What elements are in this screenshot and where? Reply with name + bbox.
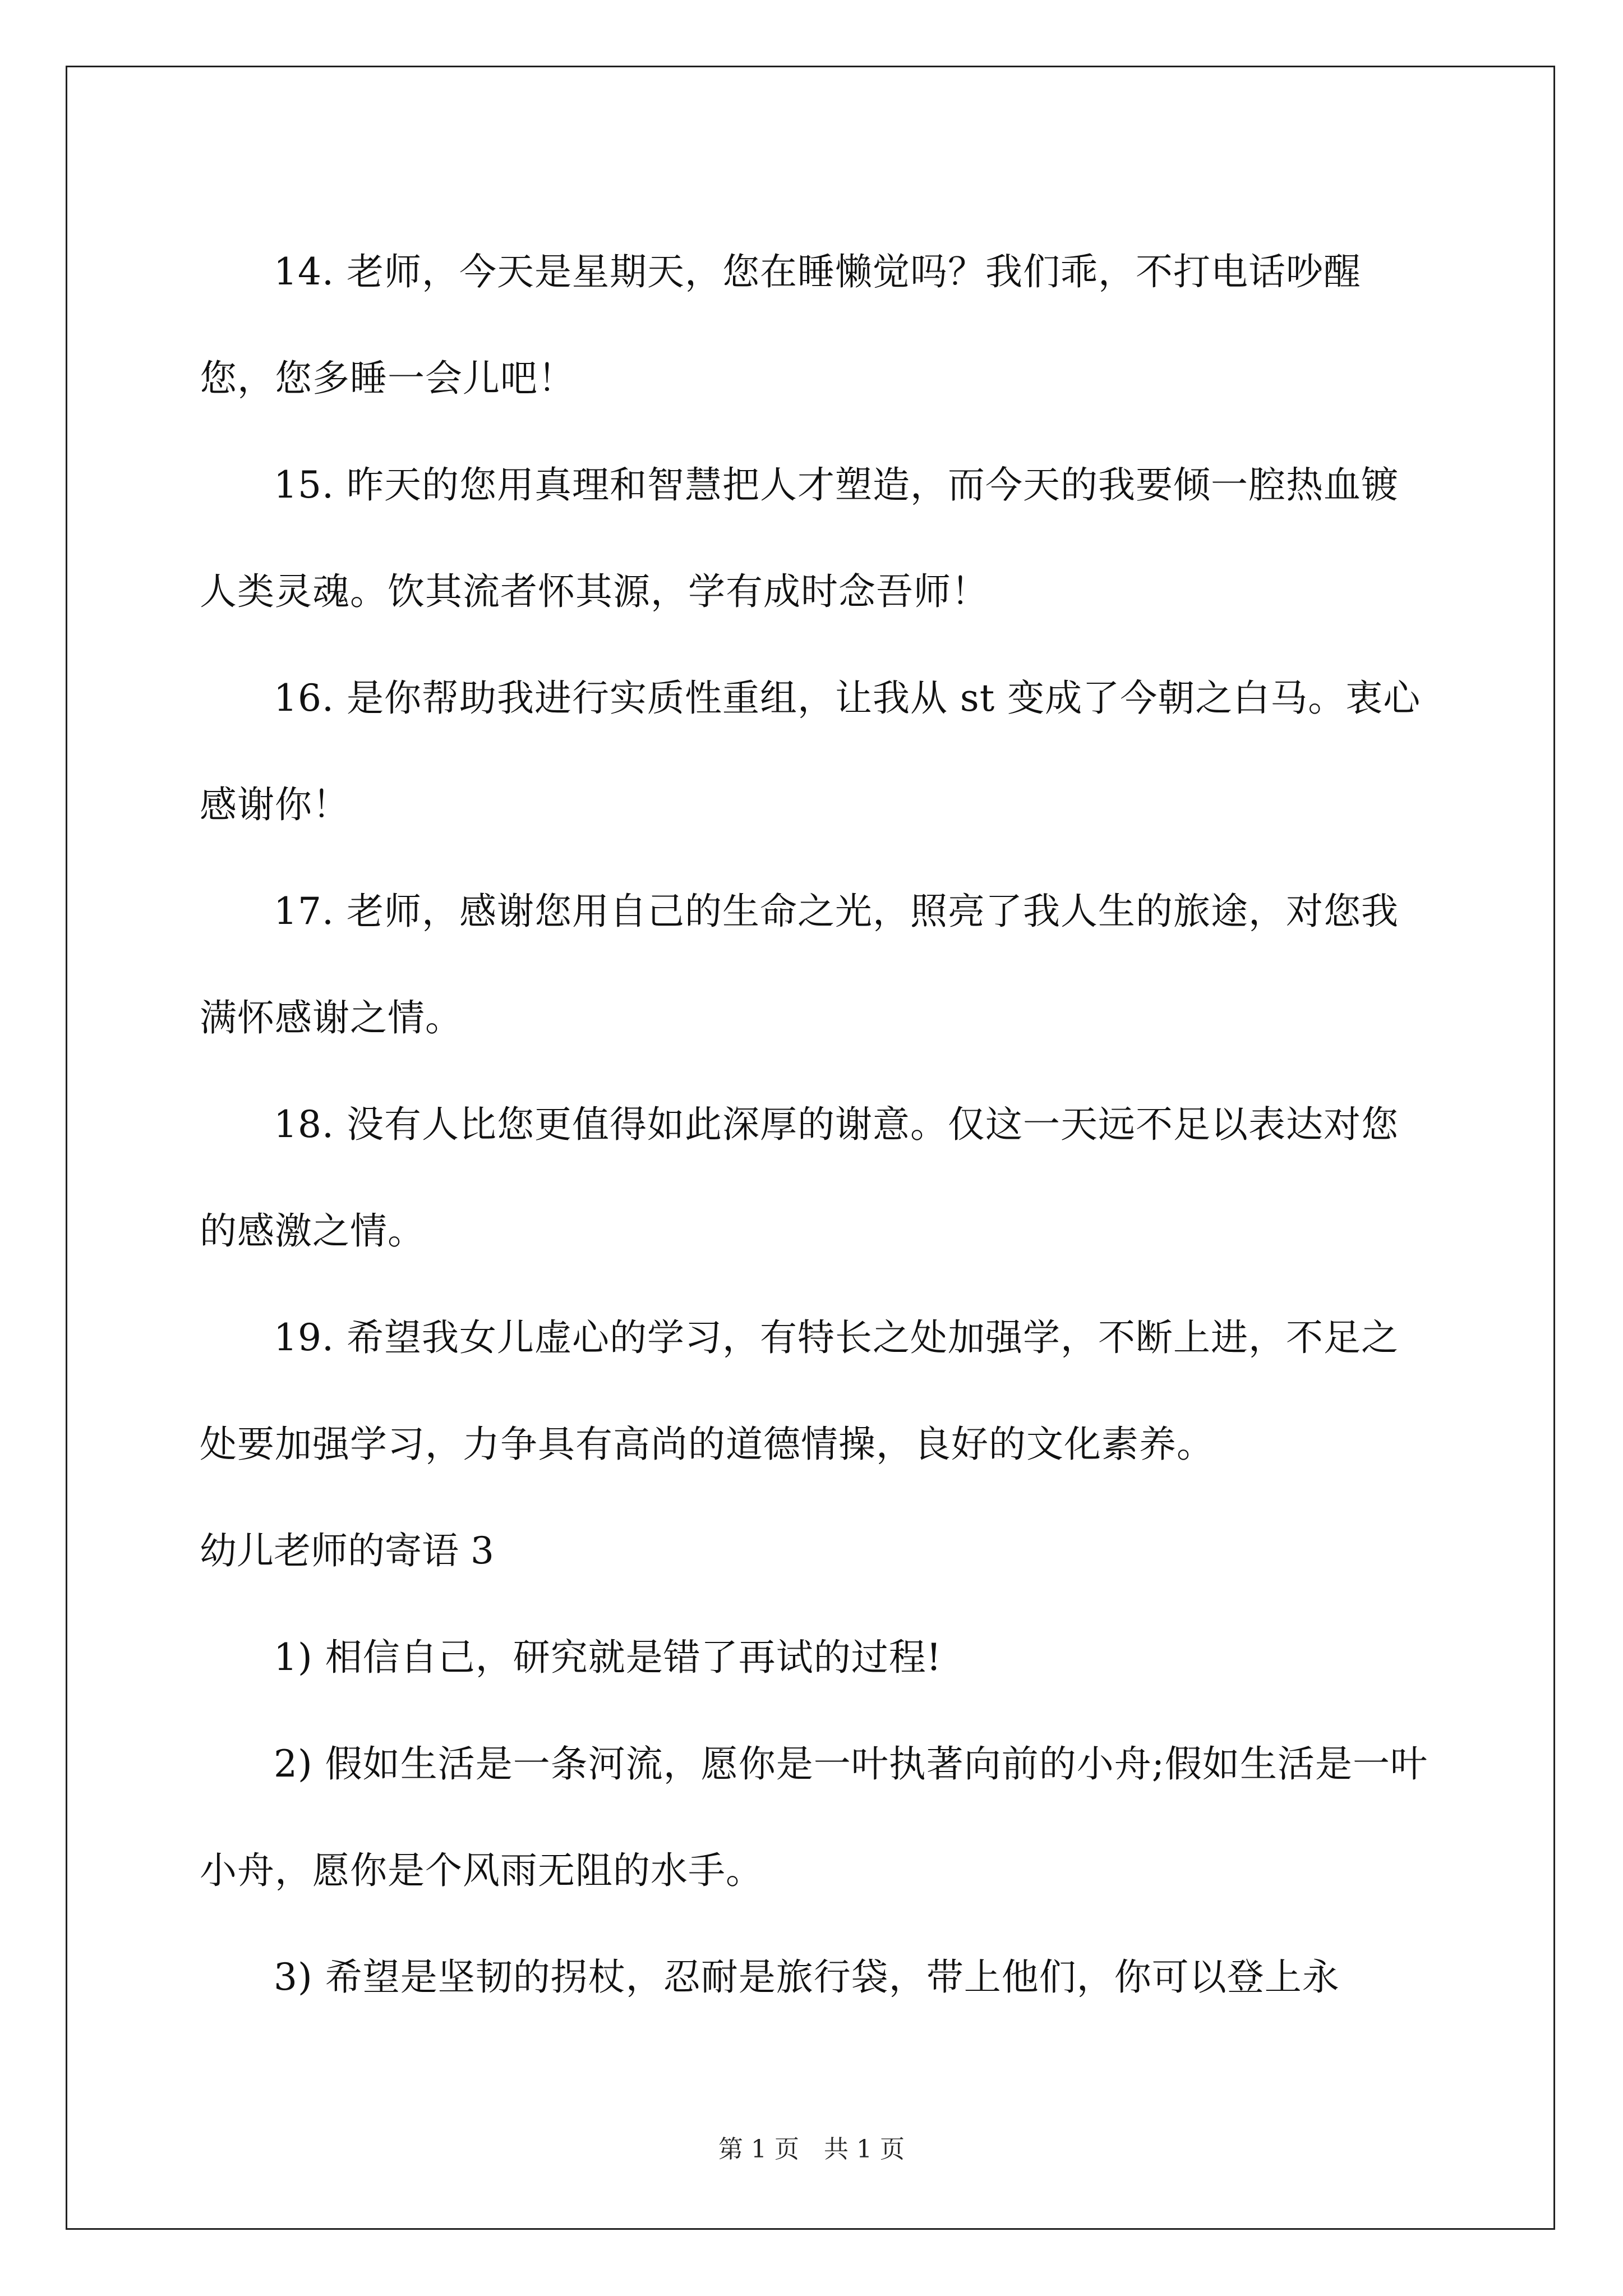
paragraph-18: 18. 没有人比您更值得如此深厚的谢意。仅这一天远不足以表达对您的感激之情。 xyxy=(200,1103,1399,1253)
paragraph-14: 14. 老师，今天是星期天，您在睡懒觉吗？我们乖，不打电话吵醒您，您多睡一会儿吧！ xyxy=(200,250,1361,400)
section-item-1: 1) 相信自己，研究就是错了再试的过程! xyxy=(274,1636,942,1679)
section-item-3: 3) 希望是坚韧的拐杖，忍耐是旅行袋，带上他们，你可以登上永 xyxy=(274,1955,1340,1999)
page-footer xyxy=(0,2129,1623,2165)
document-body xyxy=(200,219,1428,2031)
paragraph-16: 16. 是你帮助我进行实质性重组，让我从 st 变成了今朝之白马。衷心感谢你！ xyxy=(200,677,1421,826)
paragraph-17: 17. 老师，感谢您用自己的生命之光，照亮了我人生的旅途，对您我满怀感谢之情。 xyxy=(200,890,1399,1039)
page-total: 共 1 页 xyxy=(824,2135,905,2164)
section-item-2: 2) 假如生活是一条河流，愿你是一叶执著向前的小舟;假如生活是一叶小舟，愿你是个风雨无阻的水手。 xyxy=(200,1742,1428,1892)
paragraph-19: 19. 希望我女儿虚心的学习，有特长之处加强学，不断上进，不足之处要加强学习，力争具有高尚的道德情操，良好的文化素养。 xyxy=(200,1316,1399,1466)
page-number: 第 1 页 xyxy=(718,2135,799,2164)
section-heading: 幼儿老师的寄语 3 xyxy=(200,1529,494,1572)
paragraph-15: 15. 昨天的您用真理和智慧把人才塑造，而今天的我要倾一腔热血镀人类灵魂。饮其流者怀其源，学有成时念吾师！ xyxy=(200,463,1399,613)
